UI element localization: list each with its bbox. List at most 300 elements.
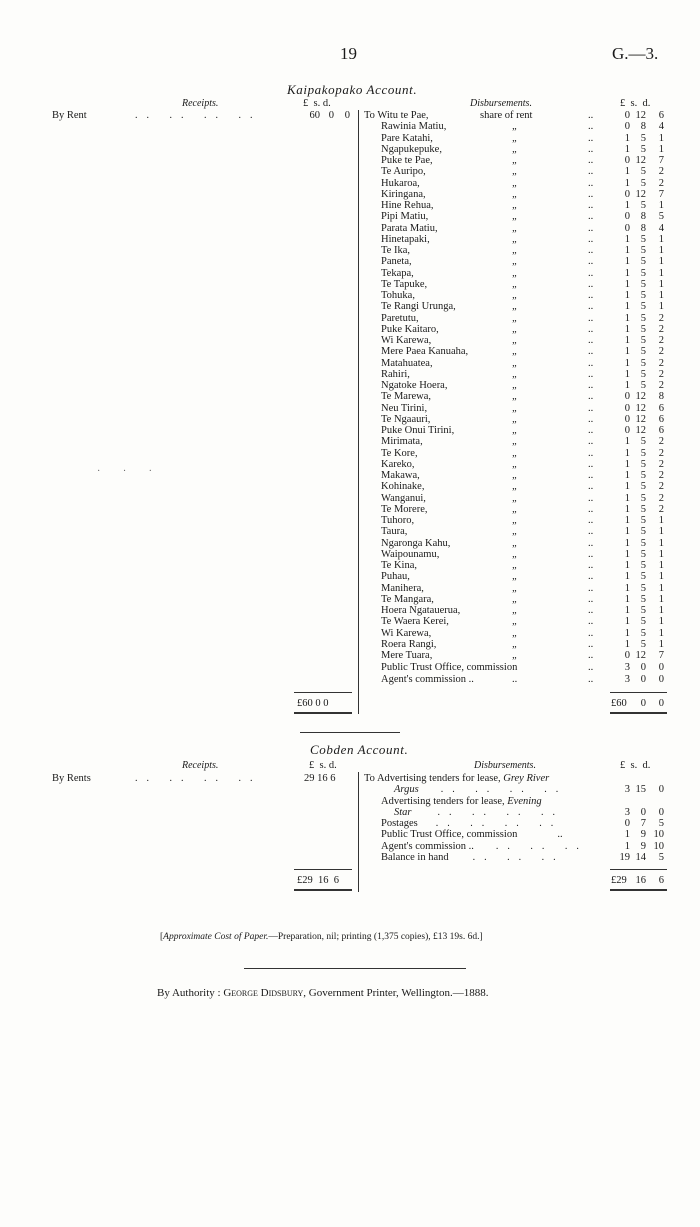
ditto-mark: „ [512,256,518,268]
amount-shillings: 5 [640,447,646,459]
amount-pounds: 1 [624,290,630,301]
amount-pence: 5 [658,211,664,223]
kaipakopako-row [0,380,700,391]
payee-name: Mirimata, [381,436,423,448]
kaipakopako-disbursements-heading: Disbursements. [470,98,532,109]
ditto-mark: „ [512,605,518,616]
ditto-mark: „ [512,335,518,346]
amount-pence: 6 [658,402,664,414]
payee-name: Te Auripo, [381,166,426,178]
amount-shillings: 5 [640,166,646,178]
ditto-mark: „ [512,593,518,605]
amount-pence: 1 [658,245,664,256]
ditto-mark: „ [512,571,518,583]
leader-dots: .. [588,335,594,346]
kaipakopako-disb-rule-bottom [610,712,667,714]
kaipakopako-row [0,166,700,177]
cost-of-paper-note: [Approximate Cost of Paper.—Preparation, nil; printing (1,375 copies), £13 19s. 6d.] [160,932,483,942]
kaipakopako-row [0,279,700,290]
leader-dots: .. [588,481,594,493]
amount-pence: 2 [658,323,664,335]
ditto-mark: „ [512,425,518,436]
amount-pence: 1 [658,638,664,650]
payee-name: Puke Onui Tirini, [381,425,455,436]
kaipakopako-public-trust-dots: .. [588,662,594,673]
payee-name: Te Ika, [381,245,410,256]
cobden-receipt-dots: .. .. .. .. [135,773,262,784]
amount-pounds: 1 [624,571,630,583]
payee-name: Ngapukepuke, [381,143,442,155]
cobden-disb-total-pence: 6 [658,875,664,886]
amount-shillings: 5 [640,638,646,650]
ditto-mark: „ [512,132,518,144]
amount-pence: 2 [658,166,664,178]
amount-pence: 1 [658,526,664,538]
payee-name: Te Morere, [381,503,428,515]
ditto-mark: „ [512,616,518,628]
cobden-agent-pence: 10 [653,841,664,852]
cobden-postages-pence: 5 [658,818,664,829]
leader-dots: .. [588,638,594,650]
payee-name: Tohuka, [381,290,415,301]
ditto-mark: „ [512,323,518,335]
amount-pence: 2 [658,492,664,504]
leader-dots: .. [588,391,594,403]
leader-dots: .. [588,537,594,549]
leader-dots: .. [588,627,594,639]
payee-name: Wanganui, [381,492,426,504]
kaipakopako-row [0,223,700,234]
amount-pounds: 1 [624,143,630,155]
kaipakopako-row [0,358,700,369]
amount-shillings: 12 [635,413,646,425]
cobden-pto-pence: 10 [653,829,664,840]
ditto-mark: „ [512,447,518,459]
amount-pence: 2 [658,380,664,391]
amount-pence: 6 [658,413,664,425]
leader-dots: .. [588,380,594,391]
ditto-mark: „ [512,638,518,650]
amount-shillings: 12 [635,650,646,661]
amount-pounds: 1 [624,380,630,391]
amount-shillings: 5 [640,481,646,493]
amount-pounds: 1 [624,537,630,549]
kaipakopako-disb-total-pence: 0 [658,698,664,709]
kaipakopako-receipt-rule-top [294,692,352,693]
ditto-mark: „ [512,548,518,560]
amount-shillings: 8 [640,222,646,234]
leader-dots: .. [588,357,594,369]
amount-pounds: 0 [624,155,630,166]
ditto-mark: „ [512,346,518,358]
leader-dots: .. [588,323,594,335]
kaipakopako-public-trust-pence: 0 [658,662,664,673]
leader-dots: .. [588,256,594,268]
amount-shillings: 5 [640,526,646,538]
amount-pounds: 0 [624,425,630,436]
amount-shillings: 5 [640,143,646,155]
amount-shillings: 5 [640,458,646,470]
ditto-mark: „ [512,560,518,571]
cobden-disb-rule-bottom [610,889,667,891]
leader-dots: .. [588,470,594,481]
leader-dots: .. [588,301,594,313]
leader-dots: .. [588,177,594,189]
amount-pounds: 0 [624,211,630,223]
amount-pence: 1 [658,256,664,268]
amount-pounds: 1 [624,481,630,493]
leader-dots: .. [588,571,594,583]
leader-dots: .. [588,132,594,144]
kaipakopako-disb-total-pounds: £60 [611,698,627,709]
amount-pence: 1 [658,560,664,571]
leader-dots: .. [588,515,594,526]
kaipakopako-agent-dots-mid: .. [512,674,518,685]
amount-pence: 2 [658,436,664,448]
amount-pence: 7 [658,155,664,166]
payee-name: Mere Paea Kanuaha, [381,346,469,358]
amount-shillings: 12 [635,155,646,166]
amount-shillings: 8 [640,121,646,133]
kaipakopako-row [0,369,700,380]
cobden-adv2-line1: Advertising tenders for lease, Evening [381,796,542,807]
amount-pounds: 0 [624,110,630,121]
cobden-column-divider [358,772,359,892]
kaipakopako-row [0,313,700,324]
payee-name: Ngatoke Hoera, [381,380,448,391]
kaipakopako-receipt-pence: 0 [344,110,350,121]
amount-shillings: 5 [640,380,646,391]
kaipakopako-receipts-heading: Receipts. [182,98,219,109]
amount-pence: 1 [658,548,664,560]
section-separator [300,732,400,733]
kaipakopako-row [0,481,700,492]
cobden-adv2-pence: 0 [658,807,664,818]
amount-shillings: 5 [640,177,646,189]
leader-dots: .. [588,436,594,448]
imprint-line: By Authority : George Didsbury, Government Printer, Wellington.—1888. [157,987,489,999]
cobden-disb-rule-top [610,869,667,870]
kaipakopako-row [0,155,700,166]
payee-name: Tuhoro, [381,515,415,526]
amount-pence: 2 [658,177,664,189]
amount-shillings: 5 [640,278,646,290]
kaipakopako-agent-pence: 0 [658,674,664,685]
amount-pounds: 1 [624,605,630,616]
amount-pence: 2 [658,470,664,481]
cobden-postages-pounds: 0 [624,818,630,829]
amount-pounds: 1 [624,323,630,335]
amount-shillings: 5 [640,233,646,245]
cobden-adv1-pounds: 3 [624,784,630,795]
cobden-adv1-pence: 0 [658,784,664,795]
payee-name: Parata Matiu, [381,222,438,234]
amount-shillings: 5 [640,323,646,335]
amount-shillings: 5 [640,616,646,628]
ditto-mark: „ [512,368,518,380]
amount-pounds: 1 [624,492,630,504]
ditto-mark: „ [512,301,518,313]
kaipakopako-row [0,290,700,301]
leader-dots: .. [588,211,594,223]
amount-pence: 2 [658,503,664,515]
payee-name: Wi Karewa, [381,335,432,346]
ditto-mark: „ [512,278,518,290]
payee-name: Wi Karewa, [381,627,432,639]
amount-pounds: 1 [624,177,630,189]
amount-shillings: 5 [640,515,646,526]
cobden-postages-label: Postages .. .. .. .. [381,818,563,829]
payee-name: Taura, [381,526,408,538]
kaipakopako-row [0,234,700,245]
kaipakopako-row [0,436,700,447]
amount-shillings: 12 [635,425,646,436]
amount-shillings: 8 [640,211,646,223]
amount-pounds: 1 [624,582,630,594]
cobden-receipt-amount: 29 16 6 [304,773,336,784]
kaipakopako-disb-rule-top [610,692,667,693]
amount-pence: 1 [658,582,664,594]
amount-shillings: 5 [640,357,646,369]
amount-shillings: 5 [640,593,646,605]
stray-marks: · · · [97,466,162,477]
ditto-mark: „ [512,470,518,481]
payee-name: Manihera, [381,582,424,594]
ditto-mark: „ [512,211,518,223]
payee-name: Tekapa, [381,267,414,279]
ditto-mark: „ [512,188,518,200]
leader-dots: .. [588,222,594,234]
payee-name: Roera Rangi, [381,638,437,650]
amount-pence: 4 [658,121,664,133]
payee-name: Te Tapuke, [381,278,428,290]
payee-name: Neu Tirini, [381,402,428,414]
amount-pounds: 1 [624,256,630,268]
leader-dots: .. [588,425,594,436]
amount-pounds: 1 [624,638,630,650]
amount-shillings: 12 [635,402,646,414]
kaipakopako-public-trust-label: Public Trust Office, commission [381,662,518,673]
payee-name: Te Marewa, [381,391,431,403]
kaipakopako-row [0,425,700,436]
kaipakopako-row [0,189,700,200]
cobden-receipt-rule-bottom [294,889,352,891]
amount-pounds: 0 [624,650,630,661]
amount-pounds: 1 [624,166,630,178]
amount-pence: 6 [658,110,664,121]
amount-pounds: 1 [624,458,630,470]
ditto-mark: „ [512,481,518,493]
leader-dots: .. [588,650,594,661]
amount-shillings: 5 [640,368,646,380]
cobden-adv2-shillings: 0 [640,807,646,818]
payee-name: Te Rangi Urunga, [381,301,456,313]
amount-shillings: 5 [640,132,646,144]
payee-name: Waipounamu, [381,548,440,560]
leader-dots: .. [588,368,594,380]
kaipakopako-row [0,493,700,504]
amount-shillings: 5 [640,582,646,594]
kaipakopako-row [0,560,700,571]
amount-pounds: 1 [624,278,630,290]
amount-pence: 4 [658,222,664,234]
amount-shillings: 5 [640,548,646,560]
amount-pence: 2 [658,335,664,346]
payee-name: Te Kina, [381,560,418,571]
payee-name: Makawa, [381,470,420,481]
ditto-mark: „ [512,537,518,549]
kaipakopako-receipt-dots: .. .. .. .. [135,110,262,121]
kaipakopako-row [0,200,700,211]
ditto-mark: „ [512,357,518,369]
payee-name: Puhau, [381,571,410,583]
amount-pence: 2 [658,368,664,380]
ditto-mark: „ [512,380,518,391]
amount-pence: 7 [658,188,664,200]
document-reference: G.—3. [612,44,659,63]
ditto-mark: „ [512,526,518,538]
cobden-pto-label: Public Trust Office, commission .. [381,829,563,840]
leader-dots: .. [588,155,594,166]
ditto-mark: „ [512,267,518,279]
kaipakopako-receipt-shillings: 0 [328,110,334,121]
amount-shillings: 5 [640,290,646,301]
kaipakopako-disbursement-list [0,110,700,710]
amount-pounds: 1 [624,447,630,459]
amount-pence: 1 [658,616,664,628]
amount-pounds: 0 [624,413,630,425]
payee-name: Kohinake, [381,481,425,493]
ditto-mark: „ [512,436,518,448]
payee-name: Te Waera Kerei, [381,616,449,628]
amount-pounds: 1 [624,593,630,605]
kaipakopako-row [0,538,700,549]
payee-name: Hinetapaki, [381,233,430,245]
amount-shillings: 5 [640,301,646,313]
kaipakopako-row [0,639,700,650]
kaipakopako-row [0,403,700,414]
amount-shillings: 5 [640,245,646,256]
leader-dots: .. [588,188,594,200]
cobden-balance-label: Balance in hand .. .. .. [381,852,565,863]
amount-pence: 1 [658,571,664,583]
kaipakopako-row [0,549,700,560]
ditto-mark: „ [512,391,518,403]
amount-pence: 1 [658,132,664,144]
payee-name: Hoera Ngatauerua, [381,605,461,616]
payee-name: Kareko, [381,458,415,470]
ditto-mark: „ [512,627,518,639]
cobden-disb-total-pounds: £29 [611,875,627,886]
leader-dots: .. [588,492,594,504]
amount-pounds: 1 [624,548,630,560]
amount-pounds: 1 [624,368,630,380]
payee-name: Kiringana, [381,188,426,200]
leader-dots: .. [588,605,594,616]
cobden-agent-pounds: 1 [624,841,630,852]
amount-pence: 6 [658,425,664,436]
amount-shillings: 5 [640,605,646,616]
ditto-mark: „ [512,492,518,504]
payee-name: Paneta, [381,256,412,268]
kaipakopako-row [0,571,700,582]
leader-dots: .. [588,290,594,301]
kaipakopako-row [0,211,700,222]
cobden-disb-currency-header: £ s. d. [620,760,651,771]
leader-dots: .. [588,346,594,358]
payee-name: Pipi Matiu, [381,211,429,223]
cobden-receipt-rule-top [294,869,352,870]
amount-pounds: 0 [624,391,630,403]
leader-dots: .. [588,110,594,121]
payee-name: Mere Tuara, [381,650,433,661]
kaipakopako-row [0,616,700,627]
payee-name: To Witu te Pae, [364,110,429,121]
cobden-balance-pence: 5 [658,852,664,863]
kaipakopako-row [0,515,700,526]
cobden-receipt-currency-header: £ s. d. [309,760,337,771]
kaipakopako-row [0,583,700,594]
kaipakopako-disb-currency-header: £ s. d. [620,98,651,109]
amount-pounds: 1 [624,245,630,256]
cobden-receipt-total: £29 16 6 [297,875,339,886]
kaipakopako-row [0,346,700,357]
payee-name: Puke Kaitaro, [381,323,439,335]
kaipakopako-row [0,268,700,279]
leader-dots: .. [588,312,594,324]
payee-name: Te Kore, [381,447,418,459]
kaipakopako-row [0,594,700,605]
amount-pounds: 1 [624,357,630,369]
payee-name: Rahiri, [381,368,410,380]
kaipakopako-disb-total-shillings: 0 [640,698,646,709]
kaipakopako-row [0,335,700,346]
cobden-receipts-heading: Receipts. [182,760,219,771]
amount-pounds: 1 [624,616,630,628]
amount-pounds: 1 [624,560,630,571]
amount-shillings: 5 [640,200,646,211]
cobden-postages-shillings: 7 [640,818,646,829]
leader-dots: .. [588,526,594,538]
ditto-mark: „ [512,312,518,324]
leader-dots: .. [588,458,594,470]
payee-name: Te Mangara, [381,593,434,605]
payee-name: Matahuatea, [381,357,433,369]
cobden-agent-shillings: 9 [640,841,646,852]
leader-dots: .. [588,413,594,425]
amount-pounds: 1 [624,132,630,144]
amount-shillings: 5 [640,627,646,639]
payee-name: Paretutu, [381,312,419,324]
leader-dots: .. [588,402,594,414]
kaipakopako-row [0,504,700,515]
ditto-mark: „ [512,155,518,166]
leader-dots: .. [588,121,594,133]
kaipakopako-row [0,178,700,189]
ditto-mark: „ [512,413,518,425]
cobden-adv1-line1: To Advertising tenders for lease, Grey River [364,773,550,784]
cobden-balance-pounds: 19 [619,852,630,863]
amount-pence: 1 [658,593,664,605]
cobden-balance-shillings: 14 [635,852,646,863]
payee-name: Hukaroa, [381,177,420,189]
amount-shillings: 5 [640,470,646,481]
amount-shillings: 5 [640,503,646,515]
cobden-pto-shillings: 9 [640,829,646,840]
kaipakopako-title: Kaipakopako Account. [287,82,418,97]
amount-shillings: 5 [640,571,646,583]
cobden-disb-total-shillings: 16 [635,875,646,886]
